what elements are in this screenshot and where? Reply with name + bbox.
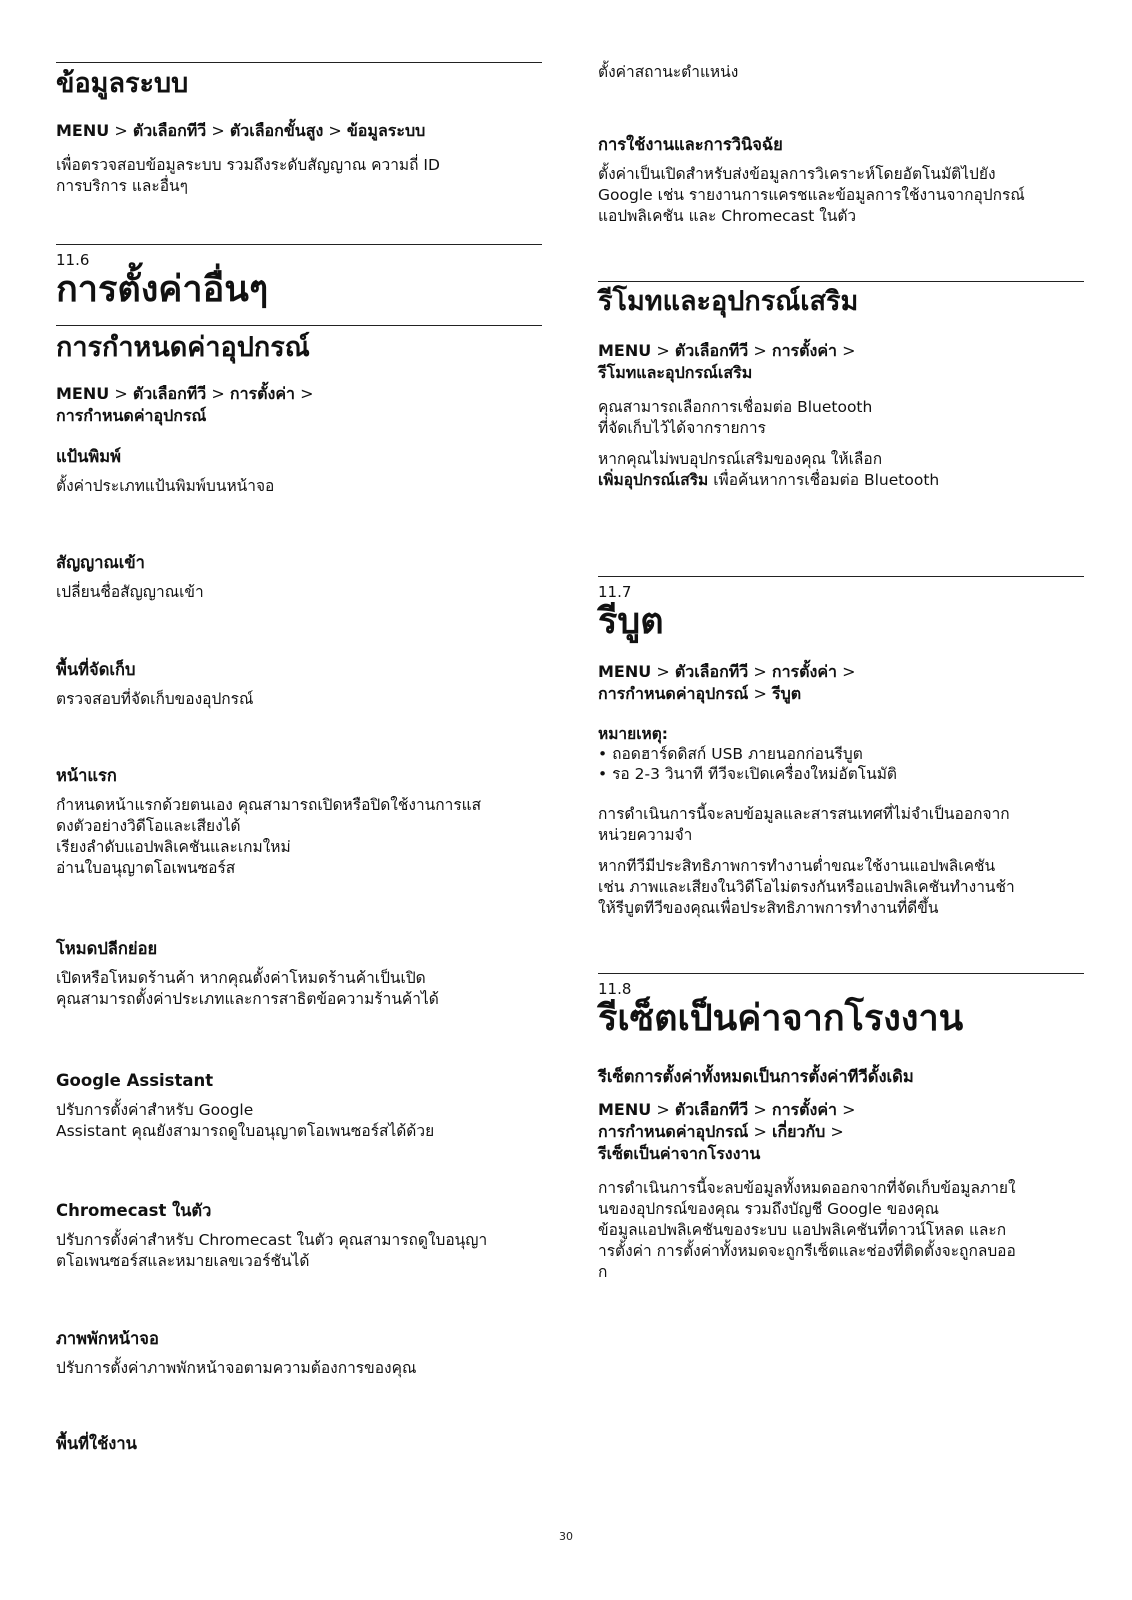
remote-title: รีโมทและอุปกรณ์เสริม (598, 286, 859, 317)
reboot-menu-path: MENU > ตัวเลือกทีวี > การตั้งค่า > การกำหนดค่าอุปกรณ์ > รีบูต (598, 662, 856, 703)
section-title-11-7: รีบูต (598, 601, 664, 642)
item-google-assistant (56, 1070, 542, 1142)
item-title: พื้นที่จัดเก็บ (56, 660, 136, 679)
divider (598, 973, 1084, 974)
item-text: เปลี่ยนชื่อสัญญาณเข้า (56, 583, 204, 601)
item-title: โหมดปลีกย่อย (56, 939, 158, 958)
item-text: ปรับการตั้งค่าสำหรับ Chromecast ในตัว คุณสามารถดูใบอนุญา ตโอเพนซอร์สและหมายเลขเวอร์ชันได้ (56, 1231, 488, 1270)
section-title-11-8: รีเซ็ตเป็นค่าจากโรงงาน (598, 998, 964, 1039)
remote-text-2: หากคุณไม่พบอุปกรณ์เสริมของคุณ ให้เลือก เพิ่มอุปกรณ์เสริม เพื่อค้นหาการเชื่อมต่อ Bluetooth (598, 450, 940, 489)
reboot-text-1: การดำเนินการนี้จะลบข้อมูลและสารสนเทศที่ไม่จำเป็นออกจาก หน่วยความจำ (598, 805, 1010, 844)
remote-menu-path: MENU > ตัวเลือกทีวี > การตั้งค่า > รีโมทและอุปกรณ์เสริม (598, 341, 856, 382)
item-title: สัญญาณเข้า (56, 553, 145, 572)
reboot-note-list (598, 744, 1084, 784)
list-item: • รอ 2-3 วินาที ทีวีจะเปิดเครื่องใหม่อัตโนมัติ (598, 765, 898, 783)
divider (56, 325, 542, 326)
divider (598, 576, 1084, 577)
item-text: ปรับการตั้งค่าสำหรับ Google Assistant คุณยังสามารถดูใบอนุญาตโอเพนซอร์สได้ด้วย (56, 1101, 435, 1140)
item-chromecast (56, 1200, 542, 1272)
item-retail-mode (56, 938, 542, 1010)
item-text: ตั้งค่าประเภทแป้นพิมพ์บนหน้าจอ (56, 477, 275, 495)
section-title-11-6: การตั้งค่าอื่นๆ (56, 269, 269, 310)
item-text: เปิดหรือโหมดร้านค้า หากคุณตั้งค่าโหมดร้านค้าเป็นเปิด คุณสามารถตั้งค่าประเภทและการสาธิตข้อความร้านค้าได้ (56, 969, 439, 1008)
item-text: ตรวจสอบที่จัดเก็บของอุปกรณ์ (56, 690, 254, 708)
item-title: แป้นพิมพ์ (56, 447, 122, 466)
factory-reset-menu-path: MENU > ตัวเลือกทีวี > การตั้งค่า > การกำหนดค่าอุปกรณ์ > เกี่ยวกับ > รีเซ็ตเป็นค่าจากโรงงาน (598, 1100, 856, 1163)
divider (598, 281, 1084, 282)
item-title: Chromecast ในตัว (56, 1201, 212, 1220)
item-text: ปรับการตั้งค่าภาพพักหน้าจอตามความต้องการของคุณ (56, 1359, 417, 1377)
page-number: 30 (559, 1530, 573, 1543)
section-number-11-7: 11.7 (598, 583, 632, 601)
item-home-screen (56, 765, 542, 879)
divider (56, 244, 542, 245)
list-item: • ถอดฮาร์ดดิสก์ USB ภายนอกก่อนรีบูต (598, 745, 863, 763)
item-screensaver (56, 1328, 542, 1379)
location-text: ตั้งค่าสถานะตำแหน่ง (598, 63, 739, 81)
item-storage (56, 659, 542, 710)
system-info-menu-path: MENU > ตัวเลือกทีวี > ตัวเลือกขั้นสูง > ข้อมูลระบบ (56, 121, 426, 140)
item-title: พื้นที่ใช้งาน (56, 1434, 137, 1453)
usage-title: การใช้งานและการวินิจฉัย (598, 135, 783, 154)
item-title: หน้าแรก (56, 766, 117, 785)
system-info-title: ข้อมูลระบบ (56, 68, 189, 99)
reboot-note-title: หมายเหตุ: (598, 725, 668, 743)
system-info-text: เพื่อตรวจสอบข้อมูลระบบ รวมถึงระดับสัญญาณ ความถี่ ID การบริการ และอื่นๆ (56, 156, 440, 195)
factory-reset-text: การดำเนินการนี้จะลบข้อมูลทั้งหมดออกจากที่จัดเก็บข้อมูลภายใ นของอุปกรณ์ของคุณ รวมถึงบัญชี Google ของคุณ ข้อมูลแอปพลิเคชันของระบบ แอปพลิเคชันที่ดาวน์โหลด และก ารตั้งค่า การตั้งค่าทั้งหมดจะถูกรีเซ็ตและช่องที่ติดตั้งจะถูกลบออ ก (598, 1179, 1016, 1281)
device-pref-title: การกำหนดค่าอุปกรณ์ (56, 332, 310, 363)
section-number-11-6: 11.6 (56, 251, 90, 269)
item-text: กำหนดหน้าแรกด้วยตนเอง คุณสามารถเปิดหรือปิดใช้งานการแส ดงตัวอย่างวิดีโอและเสียงได้ เรียงลำดับแอปพลิเคชันและเกมใหม่ อ่านใบอนุญาตโอเพนซอร์ส (56, 796, 482, 877)
factory-reset-subtitle: รีเซ็ตการตั้งค่าทั้งหมดเป็นการตั้งค่าทีวีดั้งเดิม (598, 1067, 914, 1086)
item-location (56, 1433, 542, 1455)
item-title: ภาพพักหน้าจอ (56, 1329, 159, 1348)
device-pref-menu-path: MENU > ตัวเลือกทีวี > การตั้งค่า > การกำหนดค่าอุปกรณ์ (56, 384, 314, 425)
section-number-11-8: 11.8 (598, 980, 632, 998)
item-inputs (56, 552, 542, 603)
reboot-text-2: หากทีวีมีประสิทธิภาพการทำงานต่ำขณะใช้งานแอปพลิเคชัน เช่น ภาพและเสียงในวิดีโอไม่ตรงกันหรือแอปพลิเคชันทำงานช้า ให้รีบูตทีวีของคุณเพื่อประสิทธิภาพการทำงานที่ดีขึ้น (598, 857, 1015, 917)
item-title: Google Assistant (56, 1071, 214, 1090)
remote-text-1: คุณสามารถเลือกการเชื่อมต่อ Bluetooth ที่จัดเก็บไว้ได้จากรายการ (598, 398, 873, 437)
divider (56, 62, 542, 63)
usage-text: ตั้งค่าเป็นเปิดสำหรับส่งข้อมูลการวิเคราะห์โดยอัตโนมัติไปยัง Google เช่น รายงานการแครชและข้อมูลการใช้งานจากอุปกรณ์ แอปพลิเคชัน และ Chromecast ในตัว (598, 165, 1025, 225)
item-keyboard (56, 446, 542, 497)
